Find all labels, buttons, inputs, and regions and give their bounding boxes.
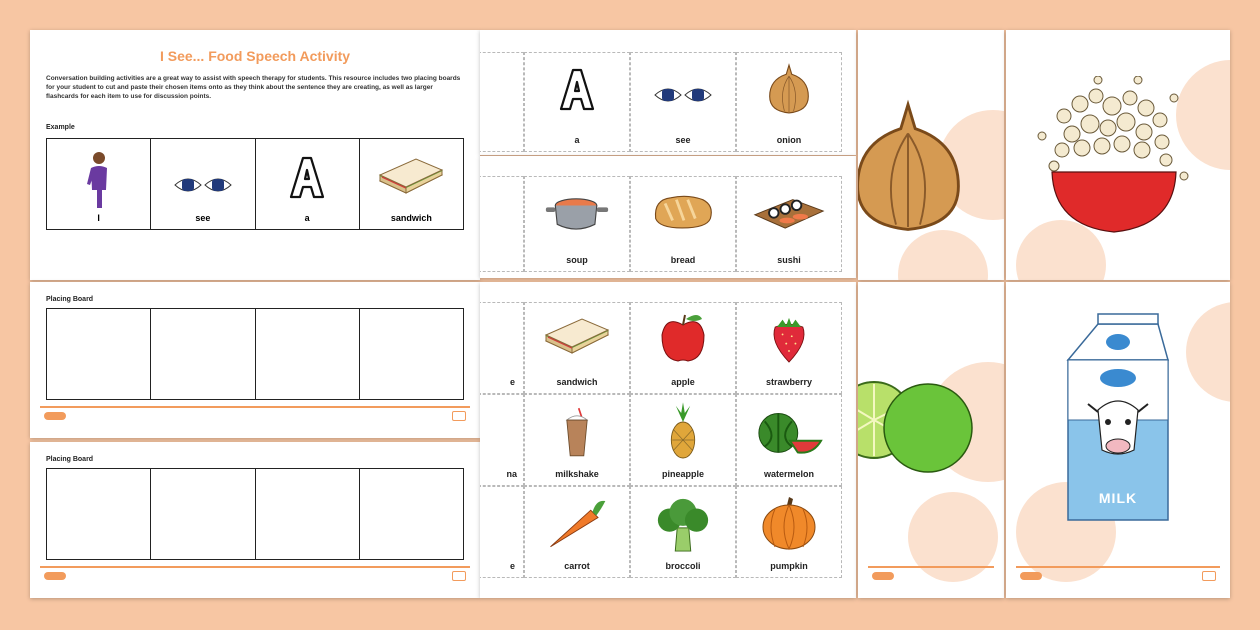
watermelon-icon xyxy=(755,407,823,457)
bread-icon xyxy=(650,189,716,233)
example-card xyxy=(360,139,463,229)
footer-line xyxy=(868,566,994,568)
letter-a-icon xyxy=(287,155,327,199)
broccoli-icon xyxy=(654,495,712,553)
flashcard xyxy=(524,486,630,578)
card-label: pumpkin xyxy=(770,561,808,571)
board-slot xyxy=(256,309,360,399)
card-label: pineapple xyxy=(661,469,704,479)
flashcard xyxy=(524,52,630,152)
card-label: broccoli xyxy=(665,561,701,571)
brand-logo xyxy=(872,572,894,580)
flashcard xyxy=(480,52,524,152)
card-label: e xyxy=(509,377,515,387)
flashcard xyxy=(480,176,524,272)
board-slot xyxy=(47,309,151,399)
pumpkin-icon xyxy=(759,495,819,551)
board-slot xyxy=(151,469,255,559)
milkshake-icon xyxy=(560,403,594,461)
flashcard xyxy=(524,176,630,272)
flashcard xyxy=(736,302,842,394)
flashcard xyxy=(630,486,736,578)
flashcard xyxy=(524,394,630,486)
board-slot xyxy=(256,469,360,559)
board-slot xyxy=(360,309,463,399)
card-label: watermelon xyxy=(763,469,814,479)
eyes-icon xyxy=(653,83,713,107)
large-flashcard-onion xyxy=(858,30,1004,280)
flashcard xyxy=(524,302,630,394)
placing-board-label: Placing Board xyxy=(46,296,94,303)
flashcard xyxy=(736,486,842,578)
example-label: Example xyxy=(46,124,75,131)
activity-sheet xyxy=(30,30,480,280)
flashcard-sheet-bottom xyxy=(480,282,856,598)
carrot-icon xyxy=(545,495,609,551)
brand-logo xyxy=(44,412,66,420)
flashcard xyxy=(736,176,842,272)
placing-board-sheet-2 xyxy=(30,442,480,598)
card-label: soup xyxy=(566,255,588,265)
card-label: strawberry xyxy=(765,377,813,387)
card-label: sushi xyxy=(777,255,801,265)
card-label: a xyxy=(574,135,580,145)
card-label: carrot xyxy=(564,561,590,571)
example-board xyxy=(46,138,464,230)
placing-board-label: Placing Board xyxy=(46,456,94,463)
soup-icon xyxy=(544,191,610,235)
example-card xyxy=(256,139,360,229)
onion-icon xyxy=(858,92,968,242)
strawberry-icon xyxy=(766,313,812,365)
placing-board xyxy=(46,468,464,560)
flashcard-sheet-mid xyxy=(480,156,856,278)
card-label: e xyxy=(509,561,515,571)
flashcard xyxy=(480,302,524,394)
brand-badge xyxy=(452,571,466,581)
pineapple-icon xyxy=(665,401,701,461)
card-label: onion xyxy=(776,135,802,145)
footer-line xyxy=(40,566,470,568)
flashcard xyxy=(630,176,736,272)
brand-logo xyxy=(44,572,66,580)
onion-icon xyxy=(766,63,812,115)
lime-icon xyxy=(858,368,984,488)
milk-label: MILK xyxy=(1098,490,1138,506)
decor-circle xyxy=(1186,302,1230,402)
example-card xyxy=(151,139,255,229)
flashcard xyxy=(630,394,736,486)
card-label: I xyxy=(97,213,100,223)
footer-line xyxy=(1016,566,1220,568)
sushi-icon xyxy=(751,189,827,233)
brand-badge xyxy=(452,411,466,421)
sandwich-icon xyxy=(542,317,612,357)
flashcard xyxy=(630,302,736,394)
flashcard xyxy=(736,394,842,486)
board-slot xyxy=(151,309,255,399)
brand-logo xyxy=(1020,572,1042,580)
example-card xyxy=(47,139,151,229)
person-icon xyxy=(84,149,114,211)
flashcard xyxy=(736,52,842,152)
card-label: bread xyxy=(670,255,696,265)
card-label: na xyxy=(506,469,517,479)
flashcard xyxy=(480,486,524,578)
board-slot xyxy=(360,469,463,559)
eyes-icon xyxy=(173,173,233,197)
footer-line xyxy=(40,406,470,408)
letter-a-icon xyxy=(557,67,597,111)
apple-icon xyxy=(658,311,708,365)
large-flashcard-milk xyxy=(1006,282,1230,598)
large-flashcard-lime xyxy=(858,282,1004,598)
brand-badge xyxy=(1202,571,1216,581)
card-label: see xyxy=(195,213,211,223)
flashcard-sheet-top xyxy=(480,30,856,155)
card-label: a xyxy=(304,213,310,223)
card-label: apple xyxy=(671,377,695,387)
sandwich-icon xyxy=(376,157,446,197)
large-flashcard-popcorn xyxy=(1006,30,1230,280)
intro-text: Conversation building activities are a great way to assist with speech therapy for students. This resource includes two placing boards for your student to cut and paste their chosen items onto as they think about the sentence they are creating, as well as larger flashcards for each item to use for discussion points. xyxy=(46,75,461,100)
card-label: see xyxy=(675,135,691,145)
card-label: sandwich xyxy=(556,377,598,387)
page-title: I See... Food Speech Activity xyxy=(159,48,351,64)
flashcard xyxy=(630,52,736,152)
board-slot xyxy=(47,469,151,559)
card-label: milkshake xyxy=(555,469,599,479)
popcorn-icon xyxy=(1034,76,1194,256)
flashcard xyxy=(480,394,524,486)
decor-circle xyxy=(908,492,998,582)
placing-board xyxy=(46,308,464,400)
placing-board-sheet-1 xyxy=(30,282,480,438)
card-label: sandwich xyxy=(390,213,432,223)
